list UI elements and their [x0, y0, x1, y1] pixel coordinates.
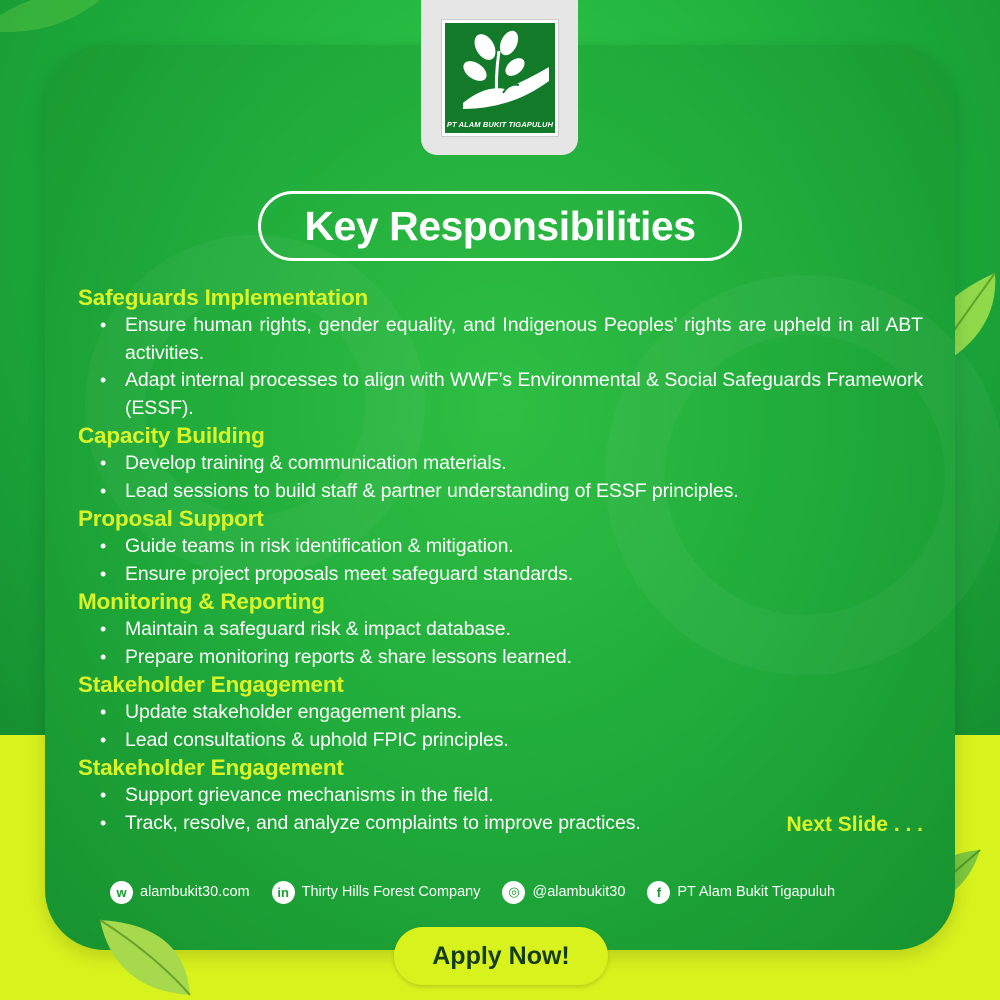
section-heading: Stakeholder Engagement	[78, 672, 344, 697]
bullet-list	[78, 699, 923, 754]
company-logo	[441, 19, 559, 137]
bullet-list	[78, 533, 923, 588]
section-heading: Capacity Building	[78, 423, 265, 448]
section-heading: Monitoring & Reporting	[78, 589, 325, 614]
bullet-item: • Track, resolve, and analyze complaints to improve practices.	[78, 810, 923, 838]
bullet-list	[78, 312, 923, 422]
section-heading: Safeguards Implementation	[78, 285, 369, 310]
social-label: PT Alam Bukit Tigapuluh	[677, 884, 836, 900]
social-link[interactable]	[110, 881, 250, 904]
responsibilities-list	[78, 284, 923, 837]
instagram-icon: ◎	[502, 881, 525, 904]
bullet-list	[78, 616, 923, 671]
social-label: alambukit30.com	[140, 884, 250, 900]
social-link[interactable]	[647, 881, 835, 904]
bullet-item: • Lead sessions to build staff & partner understanding of ESSF principles.	[78, 478, 923, 506]
leaf-top-left-decoration	[0, 0, 100, 50]
section-heading: Proposal Support	[78, 506, 264, 531]
bullet-item: • Ensure human rights, gender equality, and Indigenous Peoples' rights are upheld in all ABT activities.	[78, 312, 923, 367]
apply-now-button[interactable]: Apply Now!	[394, 927, 608, 985]
social-label: @alambukit30	[532, 884, 626, 900]
bullet-item: • Maintain a safeguard risk & impact database.	[78, 616, 923, 644]
social-link[interactable]	[502, 881, 625, 904]
bullet-item: • Prepare monitoring reports & share lessons learned.	[78, 644, 923, 672]
plant-in-hand-icon	[445, 23, 555, 113]
page-title: Key Responsibilities	[258, 191, 742, 261]
social-links	[110, 878, 900, 906]
facebook-icon: f	[647, 881, 670, 904]
bullet-item: • Update stakeholder engagement plans.	[78, 699, 923, 727]
bullet-item: • Lead consultations & uphold FPIC principles.	[78, 727, 923, 755]
social-label: Thirty Hills Forest Company	[301, 884, 481, 900]
bullet-item: • Adapt internal processes to align with WWF’s Environmental & Social Safeguards Framework (ESSF).	[78, 367, 923, 422]
next-slide-label: Next Slide . . .	[786, 813, 923, 836]
section-heading: Stakeholder Engagement	[78, 755, 344, 780]
logo-background	[445, 23, 555, 133]
bullet-item: • Support grievance mechanisms in the field.	[78, 782, 923, 810]
bullet-item: • Guide teams in risk identification & mitigation.	[78, 533, 923, 561]
bullet-list	[78, 450, 923, 505]
website-icon: w	[110, 881, 133, 904]
bullet-item: • Develop training & communication materials.	[78, 450, 923, 478]
logo-caption: PT ALAM BUKIT TIGAPULUH	[446, 120, 554, 129]
leaf-bottom-left-decoration	[95, 915, 195, 1000]
bullet-item: • Ensure project proposals meet safeguard standards.	[78, 561, 923, 589]
social-link[interactable]	[272, 881, 481, 904]
linkedin-icon: in	[272, 881, 295, 904]
